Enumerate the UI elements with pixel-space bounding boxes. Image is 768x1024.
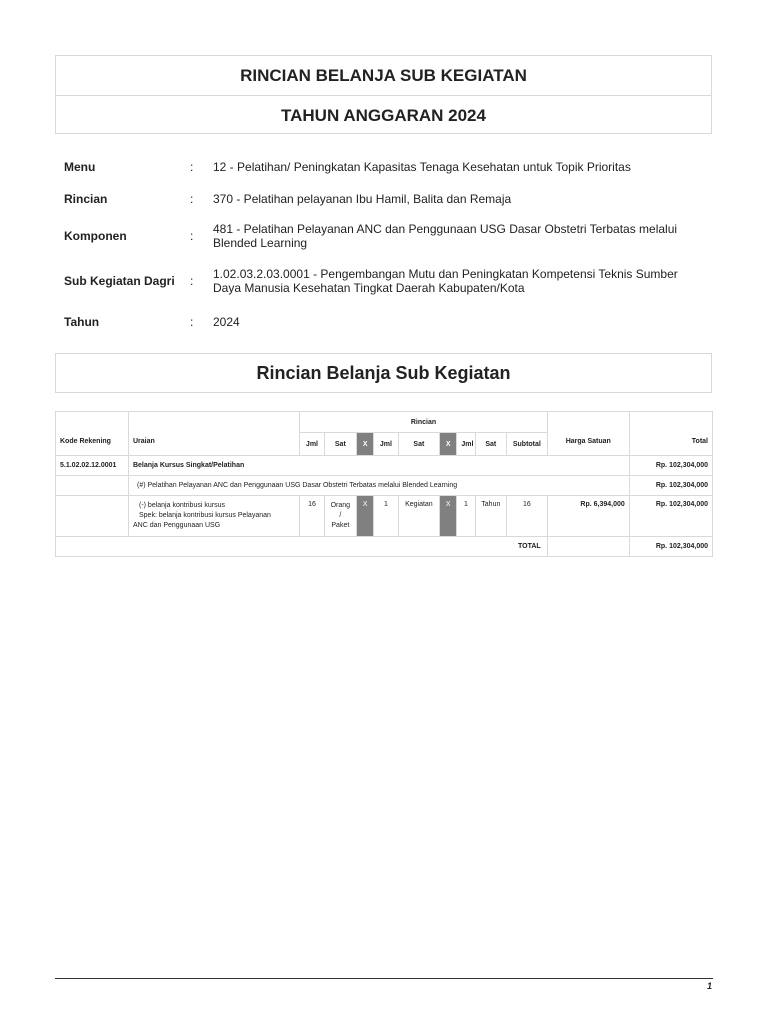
- kode-rekening-cell: 5.1.02.02.12.0001: [56, 456, 129, 476]
- table-header-row: [56, 412, 713, 433]
- info-colon: :: [190, 314, 194, 329]
- rincian-table: [55, 411, 713, 557]
- x-cell: X: [357, 496, 374, 537]
- col-header-subtotal: Subtotal: [507, 433, 548, 456]
- info-label: Tahun: [64, 314, 100, 329]
- sat-line: /: [339, 512, 342, 519]
- info-value: 1.02.03.2.03.0001 - Pengembangan Mutu dan Peningkatan Kompetensi Teknis Sumber Daya Manusia Kesehatan Tingkat Daerah Kabupaten/Kota: [213, 266, 678, 295]
- grand-total-value: Rp. 102,304,000: [629, 537, 712, 557]
- sat-cell: [324, 496, 356, 537]
- subtotal-cell: 16: [507, 496, 548, 537]
- sat-line: Paket: [331, 522, 350, 529]
- sat-cell: Tahun: [475, 496, 506, 537]
- info-label: Rincian: [64, 191, 108, 206]
- info-row-komponen: [64, 213, 704, 258]
- info-row-rincian: [64, 184, 704, 213]
- info-value: 481 - Pelatihan Pelayanan ANC dan Penggunaan USG Dasar Obstetri Terbatas melalui Blended Learning: [213, 221, 678, 250]
- col-header-total: Total: [629, 412, 712, 456]
- info-row-menu: [64, 150, 704, 184]
- info-colon: :: [190, 160, 194, 174]
- jml-cell: 1: [457, 496, 475, 537]
- kode-rekening-cell: [56, 476, 129, 496]
- harga-satuan-cell: [547, 537, 629, 557]
- col-header-sat: Sat: [324, 433, 356, 456]
- info-value: 370 - Pelatihan pelayanan Ibu Hamil, Balita dan Remaja: [213, 191, 512, 206]
- info-value: 2024: [213, 314, 240, 329]
- uraian-cell: [128, 496, 299, 537]
- sat-cell: Kegiatan: [398, 496, 440, 537]
- total-cell: Rp. 102,304,000: [629, 476, 712, 496]
- uraian-cell: Belanja Kursus Singkat/Pelatihan: [128, 456, 629, 476]
- info-label: Komponen: [64, 228, 127, 243]
- info-colon: :: [190, 228, 194, 243]
- harga-satuan-cell: Rp. 6,394,000: [547, 496, 629, 537]
- col-header-x: X: [440, 433, 457, 456]
- col-header-sat: Sat: [475, 433, 506, 456]
- col-header-sat: Sat: [398, 433, 440, 456]
- info-colon: :: [190, 191, 194, 206]
- uraian-cell: (#) Pelatihan Pelayanan ANC dan Penggunaan USG Dasar Obstetri Terbatas melalui Blended Learning: [128, 476, 629, 496]
- jml-cell: 16: [300, 496, 324, 537]
- total-cell: Rp. 102,304,000: [629, 496, 712, 537]
- info-row-tahun: [64, 303, 704, 340]
- total-label: TOTAL: [56, 537, 548, 557]
- page-number: 1: [706, 981, 712, 991]
- table-total-row: [56, 537, 713, 557]
- report-year-title: TAHUN ANGGARAN 2024: [56, 95, 711, 135]
- info-section: [64, 150, 704, 340]
- total-cell: Rp. 102,304,000: [629, 456, 712, 476]
- uraian-spec-line: ANC dan Penggunaan USG: [132, 522, 221, 529]
- col-header-uraian: Uraian: [128, 412, 299, 456]
- report-title-box: [55, 55, 712, 134]
- x-cell: X: [440, 496, 457, 537]
- info-value: 12 - Pelatihan/ Peningkatan Kapasitas Tenaga Kesehatan untuk Topik Prioritas: [213, 160, 631, 174]
- table-row: [56, 496, 713, 537]
- info-colon: :: [190, 273, 194, 288]
- col-header-harga: Harga Satuan: [547, 412, 629, 456]
- kode-rekening-cell: [56, 496, 129, 537]
- sat-line: Orang: [330, 502, 351, 509]
- col-header-jml: Jml: [457, 433, 475, 456]
- info-row-sub-kegiatan: [64, 258, 704, 303]
- info-label: Sub Kegiatan Dagri: [64, 273, 175, 288]
- footer-divider: [55, 978, 713, 979]
- col-header-kode: Kode Rekening: [56, 412, 129, 456]
- section-title: Rincian Belanja Sub Kegiatan: [55, 353, 712, 393]
- col-header-jml: Jml: [374, 433, 398, 456]
- col-header-x: X: [357, 433, 374, 456]
- info-label: Menu: [64, 160, 96, 174]
- col-header-jml: Jml: [300, 433, 324, 456]
- uraian-line: (-) belanja kontribusi kursus: [138, 502, 225, 509]
- report-title: RINCIAN BELANJA SUB KEGIATAN: [240, 65, 527, 85]
- jml-cell: 1: [374, 496, 398, 537]
- table-row: [56, 456, 713, 476]
- col-header-rincian: Rincian: [300, 412, 547, 433]
- uraian-spec-line: Spek: belanja kontribusi kursus Pelayanan: [138, 512, 271, 519]
- table-row: [56, 476, 713, 496]
